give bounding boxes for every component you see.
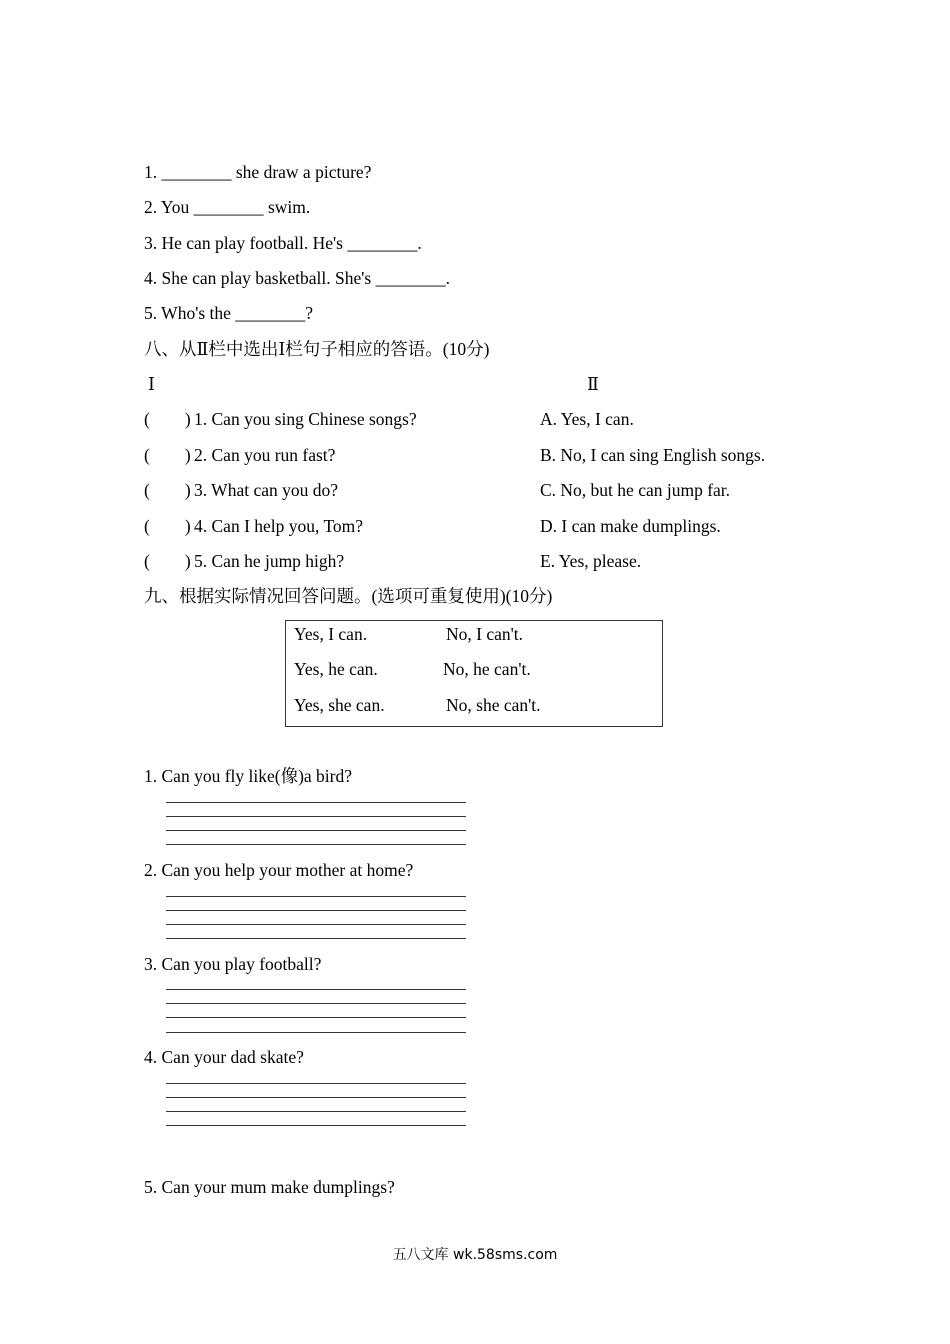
column-1-header: Ⅰ — [148, 374, 155, 394]
section-8-title: 八、从Ⅱ栏中选出Ⅰ栏句子相应的答语。(10分) — [144, 339, 490, 359]
answer-question-1: 1. Can you fly like(像)a bird? — [144, 766, 353, 786]
writing-line[interactable] — [166, 910, 466, 911]
fill-blank-item-5: 5. Who's the ________? — [144, 303, 314, 323]
answer-paren[interactable]: ( ) — [144, 516, 191, 536]
match-question: 1. Can you sing Chinese songs? — [194, 409, 417, 429]
match-question: 4. Can I help you, Tom? — [194, 516, 364, 536]
answer-question-5: 5. Can your mum make dumplings? — [144, 1177, 395, 1197]
match-answer: A. Yes, I can. — [540, 409, 634, 429]
option-no-i: No, I can't. — [446, 624, 524, 644]
writing-line[interactable] — [166, 1083, 466, 1084]
writing-line[interactable] — [166, 896, 466, 897]
answer-paren[interactable]: ( ) — [144, 445, 191, 465]
match-answer: B. No, I can sing English songs. — [540, 445, 766, 465]
page-footer: 五八文库 wk.58sms.com — [392, 1247, 558, 1263]
match-question: 2. Can you run fast? — [194, 445, 336, 465]
writing-line[interactable] — [166, 1097, 466, 1098]
writing-line[interactable] — [166, 844, 466, 845]
options-box — [285, 620, 663, 727]
option-yes-he: Yes, he can. — [294, 659, 378, 679]
writing-line[interactable] — [166, 1111, 466, 1112]
fill-blank-item-3: 3. He can play football. He's ________. — [144, 233, 422, 253]
fill-blank-item-2: 2. You ________ swim. — [144, 197, 311, 217]
answer-paren[interactable]: ( ) — [144, 551, 191, 571]
writing-line[interactable] — [166, 938, 466, 939]
option-yes-i: Yes, I can. — [294, 624, 368, 644]
column-2-header: Ⅱ — [587, 374, 599, 394]
writing-line[interactable] — [166, 830, 466, 831]
writing-line[interactable] — [166, 1125, 466, 1126]
fill-blank-item-1: 1. ________ she draw a picture? — [144, 162, 372, 182]
answer-paren[interactable]: ( ) — [144, 480, 191, 500]
match-answer: D. I can make dumplings. — [540, 516, 721, 536]
option-yes-she: Yes, she can. — [294, 695, 385, 715]
match-question: 5. Can he jump high? — [194, 551, 345, 571]
answer-question-2: 2. Can you help your mother at home? — [144, 860, 414, 880]
answer-question-4: 4. Can your dad skate? — [144, 1047, 304, 1067]
match-answer: E. Yes, please. — [540, 551, 642, 571]
option-no-he: No, he can't. — [443, 659, 531, 679]
answer-question-3: 3. Can you play football? — [144, 954, 322, 974]
writing-line[interactable] — [166, 1017, 466, 1018]
answer-paren[interactable]: ( ) — [144, 409, 191, 429]
fill-blank-item-4: 4. She can play basketball. She's ________. — [144, 268, 450, 288]
writing-line[interactable] — [166, 989, 466, 990]
section-9-title: 九、根据实际情况回答问题。(选项可重复使用)(10分) — [144, 586, 553, 606]
writing-line[interactable] — [166, 1032, 466, 1033]
match-answer: C. No, but he can jump far. — [540, 480, 731, 500]
writing-line[interactable] — [166, 802, 466, 803]
match-question: 3. What can you do? — [194, 480, 339, 500]
writing-line[interactable] — [166, 1003, 466, 1004]
option-no-she: No, she can't. — [446, 695, 541, 715]
writing-line[interactable] — [166, 816, 466, 817]
writing-line[interactable] — [166, 924, 466, 925]
